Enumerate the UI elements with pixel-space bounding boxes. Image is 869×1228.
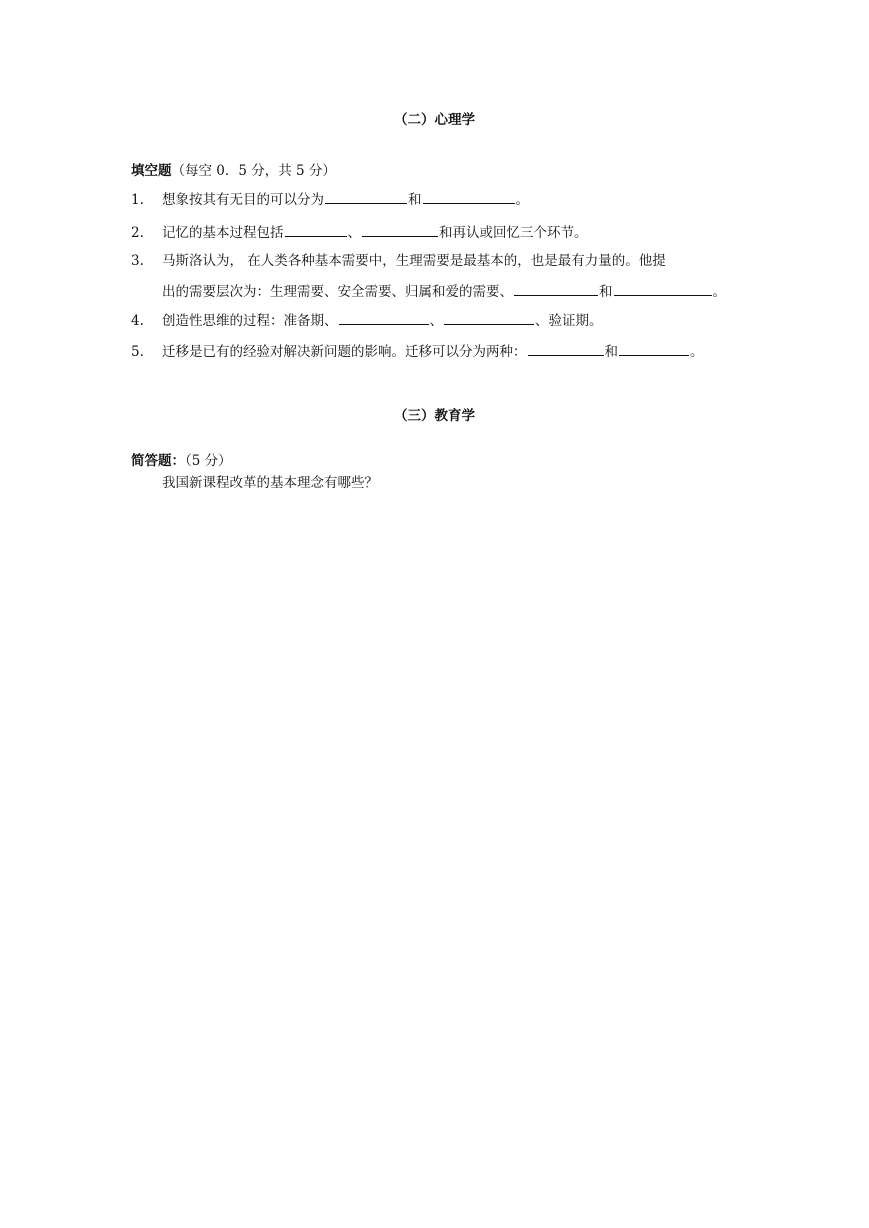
question-text: 、 [429, 313, 443, 329]
question-text: 出的需要层次为：生理需要、安全需要、归属和爱的需要、 [162, 284, 513, 300]
question-text: 和 [408, 192, 422, 208]
question-text: 想象按其有无目的可以分为 [162, 192, 324, 208]
question-1 [131, 188, 529, 208]
question-text: 记忆的基本过程包括 [162, 225, 284, 241]
question-text: 。 [712, 284, 726, 300]
question-text: 和再认或回忆三个环节。 [439, 225, 588, 241]
question-text: 创造性思维的过程：准备期、 [162, 313, 338, 329]
question-number: 2. [131, 225, 144, 241]
section-title-education: （三）教育学 [394, 408, 475, 424]
answer-blank[interactable] [285, 223, 347, 237]
answer-blank[interactable] [444, 311, 534, 325]
question-text: 马斯洛认为， 在人类各种基本需要中，生理需要是最基本的，也是最有力量的。他提 [162, 253, 666, 269]
fill-in-heading [131, 159, 336, 179]
question-text: 和 [604, 344, 618, 360]
question-text: 和 [599, 284, 613, 300]
question-3-line-2 [162, 280, 726, 300]
question-number: 4. [131, 313, 144, 329]
question-number: 3. [131, 253, 144, 269]
answer-blank[interactable] [528, 342, 604, 356]
answer-blank[interactable] [619, 342, 689, 356]
question-text: 。 [690, 344, 704, 360]
answer-blank[interactable] [339, 311, 429, 325]
question-3-line-1 [131, 249, 666, 269]
answer-blank[interactable] [362, 223, 438, 237]
fill-in-heading-note: （每空 0．5 分，共 5 分） [171, 163, 336, 179]
question-text: 、 [347, 225, 361, 241]
question-text: 。 [515, 192, 529, 208]
short-answer-heading-label: 简答题： [131, 453, 185, 469]
fill-in-heading-label: 填空题 [131, 163, 172, 179]
question-text: 迁移是已有的经验对解决新问题的影响。迁移可以分为两种： [162, 344, 527, 360]
answer-blank[interactable] [325, 190, 407, 204]
section-title-psychology: （二）心理学 [394, 112, 475, 128]
question-number: 1. [131, 192, 144, 208]
answer-blank[interactable] [614, 282, 712, 296]
answer-blank[interactable] [423, 190, 515, 204]
question-4 [131, 309, 603, 329]
question-number: 5. [131, 344, 144, 360]
short-answer-heading [131, 449, 232, 469]
question-5 [131, 340, 704, 360]
answer-blank[interactable] [514, 282, 598, 296]
question-text: 、验证期。 [535, 313, 603, 329]
short-answer-question: 我国新课程改革的基本理念有哪些？ [162, 475, 378, 491]
question-2 [131, 221, 588, 241]
short-answer-heading-note: （5 分） [185, 453, 232, 469]
